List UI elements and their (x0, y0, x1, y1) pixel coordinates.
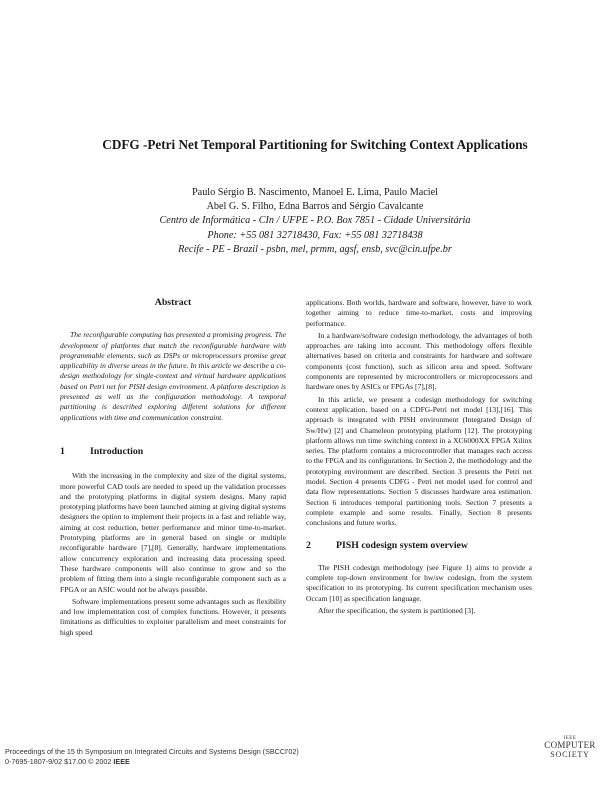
body-paragraph: The PISH codesign methodology (see Figure 1) aims to provide a complete top-down environment for hw/sw codesign, from the system specification to its prototyping. Its current specification mechanism uses Occam [10] as specification language. (306, 562, 532, 603)
abstract-text: The reconfigurable computing has presented a promising progress. The development of platforms that match the reconfigurable hardware with programmable elements, such as DSPs or microprocessors promise great applicability in diverse areas in the future. In this article we describe a co-design methodology for single-context and virtual hardware applications based on Petri net for PISH design environment. A platform description is presented as well as the configuration methodology. A temporal partitioning is described exploring different solutions for different applications with time and communication constraint. (60, 330, 286, 422)
body-paragraph: In this article, we present a codesign methodology for switching context application, based on a CDFG-Petri net model [13],[16]. This approach is integrated with PISH environment (Integrated Design of Sw/Hw) [2] and Chameleon prototyping platform [12]. The prototyping platform allows run time switching context in a XC6000XX FPGA Xilinx series. The platform contains a microcontroller that manages each access to the FPGA and its configurations. In Section 2, the methodology and the prototyping environment are described. Section 3 presents the Petri net model. Section 4 presents CDFG - Petri net model used for control and data flow representations. Section 5 discusses hardware area estimation. Section 6 introduces temporal partitioning tools. Section 7 presents a complete example and some results. Finally, Section 8 presents conclusions and future works. (306, 394, 532, 528)
section-heading-introduction (60, 447, 286, 457)
section-title: PISH codesign system overview (336, 539, 468, 551)
copyright-text: 0-7695-1807-9/02 $17.00 © 2002 (5, 757, 114, 766)
body-paragraph: With the increasing in the complexity and size of the digital systems, more powerful CAD tools are needed to speed up the validation processes and the prototyping platforms in digital system designs. Many rapid prototyping platforms have been launched aiming at giving digital systems designers the option to implement their projects in a fast and reliable way, aiming at cost reduction, better performance and minor time-to-market. Prototyping platforms are in general based on single or multiple reconfigurable hardware [7],[8]. Generally, hardware implementations allow concurrency exploration and increasing data processing speed. These hardware components will also continue to grow and so the problem of fitting them into a single reconfigurable component such as a FPGA or an ASIC would not be always possible. (60, 471, 286, 594)
logo-line-society: SOCIETY (550, 750, 590, 759)
ieee-mark: IEEE (113, 757, 130, 766)
section-heading-pish-overview (306, 541, 532, 551)
left-column (60, 298, 286, 638)
proceedings-footer (5, 747, 299, 767)
author-line: Abel G. S. Filho, Edna Barros and Sérgio Cavalcante (206, 201, 424, 213)
paper-title: CDFG -Petri Net Temporal Partitioning for Switching Context Applications (102, 137, 528, 152)
author-line: Paulo Sérgio B. Nascimento, Manoel E. Lima, Paulo Maciel (192, 187, 438, 198)
affiliation-line: Centro de Informática - CIn / UFPE - P.O. Box 7851 - Cidade Universitária (159, 215, 471, 227)
computer-society-logo (543, 736, 597, 759)
right-column (306, 298, 532, 616)
abstract-heading: Abstract (154, 297, 192, 308)
body-paragraph: applications. Both worlds, hardware and software, however, have to work together aiming to reduce time-to-market, costs and improving performance. (306, 298, 532, 328)
author-block (100, 186, 530, 257)
contact-emails: Recife - PE - Brazil - psbn, mel, prmm, agsf, ensb, svc@cin.ufpe.br (178, 243, 452, 255)
proceedings-line: Proceedings of the 15 th Symposium on Integrated Circuits and Systems Design (SBCCI'02) (5, 747, 299, 756)
section-number: 1 (60, 445, 65, 457)
body-paragraph: After the specification, the system is partitioned [3]. (318, 606, 476, 616)
section-number: 2 (306, 539, 311, 551)
contact-phone: Phone: +55 081 32718430, Fax: +55 081 32718438 (207, 229, 423, 241)
body-paragraph: In a hardware/software codesign methodology, the advantages of both approaches are taking into account. This methodology offers flexible alternatives based on criteria and constraints for hardware and software components (cost function), such as silicon area and speed. Software components are represented by microcontrollers or microprocessors and hardware ones by ASICs or FPGAs [7],[8]. (306, 330, 532, 392)
section-title: Introduction (90, 445, 144, 457)
logo-line-computer: COMPUTER (544, 740, 596, 750)
copyright-line (5, 757, 299, 767)
logo-ieee-text: IEEE (563, 736, 577, 741)
body-paragraph: Software implementations present some advantages such as flexibility and low implementation cost of complex functions. However, it presents limitations as difficulties to exploiter parallelism and meet constraints for high speed (60, 596, 286, 637)
